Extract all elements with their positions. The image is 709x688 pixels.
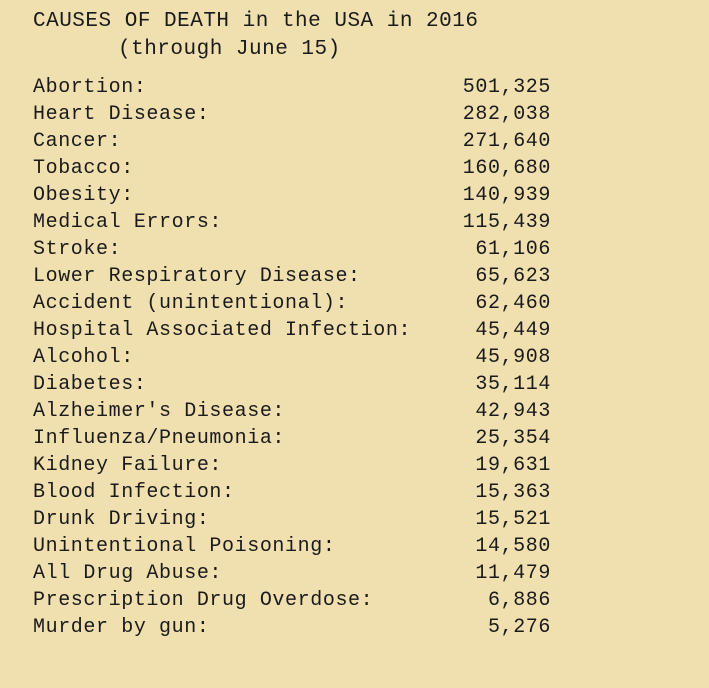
- cause-count: 160,680: [462, 157, 551, 180]
- list-item: [33, 533, 553, 560]
- list-item: [33, 587, 553, 614]
- cause-label: Prescription Drug Overdose:: [33, 589, 374, 612]
- page-subtitle: (through June 15): [118, 38, 341, 61]
- list-item: [33, 155, 553, 182]
- list-item: [33, 506, 553, 533]
- cause-label: Alcohol:: [33, 346, 134, 369]
- cause-count: 19,631: [475, 454, 551, 477]
- cause-label: Cancer:: [33, 130, 122, 153]
- cause-label: All Drug Abuse:: [33, 562, 223, 585]
- cause-count: 35,114: [475, 373, 551, 396]
- list-item: [33, 317, 553, 344]
- cause-count: 62,460: [475, 292, 551, 315]
- cause-label: Diabetes:: [33, 373, 147, 396]
- cause-count: 65,623: [475, 265, 551, 288]
- cause-count: 6,886: [487, 589, 551, 612]
- list-item: [33, 452, 553, 479]
- cause-count: 115,439: [462, 211, 551, 234]
- list-item: [33, 425, 553, 452]
- cause-label: Accident (unintentional):: [33, 292, 349, 315]
- list-item: [33, 101, 553, 128]
- cause-label: Murder by gun:: [33, 616, 210, 639]
- cause-count: 25,354: [475, 427, 551, 450]
- cause-label: Stroke:: [33, 238, 122, 261]
- cause-label: Abortion:: [33, 76, 147, 99]
- cause-count: 61,106: [475, 238, 551, 261]
- list-item: [33, 290, 553, 317]
- list-item: [33, 263, 553, 290]
- cause-count: 11,479: [475, 562, 551, 585]
- list-item: [33, 479, 553, 506]
- list-item: [33, 371, 553, 398]
- cause-label: Heart Disease:: [33, 103, 210, 126]
- cause-count: 42,943: [475, 400, 551, 423]
- cause-label: Unintentional Poisoning:: [33, 535, 336, 558]
- page-title: CAUSES OF DEATH in the USA in 2016: [33, 10, 479, 33]
- list-item: [33, 182, 553, 209]
- causes-list: [33, 74, 553, 641]
- cause-count: 45,449: [475, 319, 551, 342]
- cause-label: Blood Infection:: [33, 481, 235, 504]
- list-item: [33, 209, 553, 236]
- cause-count: 45,908: [475, 346, 551, 369]
- cause-label: Alzheimer's Disease:: [33, 400, 286, 423]
- cause-count: 140,939: [462, 184, 551, 207]
- cause-label: Influenza/Pneumonia:: [33, 427, 286, 450]
- cause-label: Hospital Associated Infection:: [33, 319, 412, 342]
- list-item: [33, 344, 553, 371]
- cause-label: Obesity:: [33, 184, 134, 207]
- list-item: [33, 560, 553, 587]
- cause-label: Lower Respiratory Disease:: [33, 265, 361, 288]
- list-item: [33, 74, 553, 101]
- list-item: [33, 128, 553, 155]
- cause-count: 271,640: [462, 130, 551, 153]
- list-item: [33, 236, 553, 263]
- cause-count: 5,276: [487, 616, 551, 639]
- cause-count: 282,038: [462, 103, 551, 126]
- cause-count: 14,580: [475, 535, 551, 558]
- cause-count: 15,521: [475, 508, 551, 531]
- list-item: [33, 398, 553, 425]
- cause-label: Drunk Driving:: [33, 508, 210, 531]
- list-item: [33, 614, 553, 641]
- cause-count: 15,363: [475, 481, 551, 504]
- cause-label: Kidney Failure:: [33, 454, 223, 477]
- cause-label: Tobacco:: [33, 157, 134, 180]
- cause-label: Medical Errors:: [33, 211, 223, 234]
- cause-count: 501,325: [462, 76, 551, 99]
